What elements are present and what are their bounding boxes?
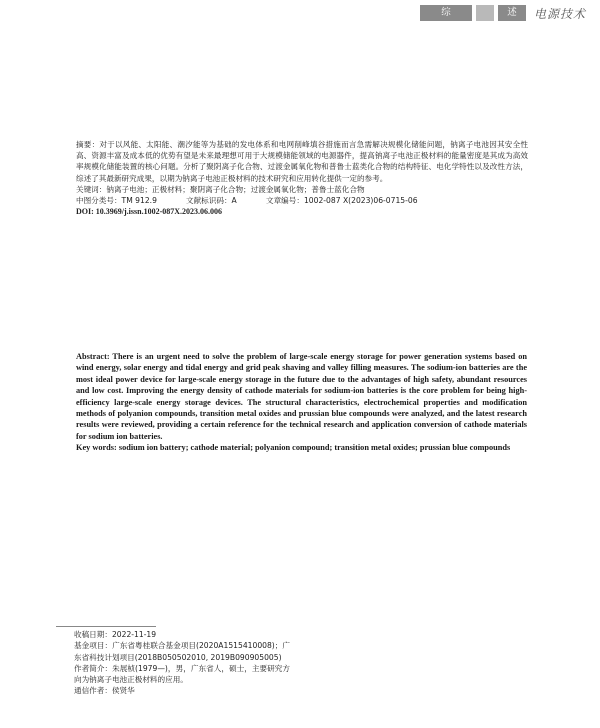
article-number: 文章编号：1002-087 X(2023)06-0715-06 <box>266 196 418 206</box>
chinese-abstract: 摘要：对于以风能、太阳能、潮汐能等为基础的发电体系和电网削峰填谷措施而言急需解决规模化储能问题，钠离子电池因其安全性高、资源丰富及成本低的优势有望是未来最理想可用于大规模储能领域的电源器件，提高钠离子电池正极材料的能量密度是其成为高效率规模化储能装置的核心问题。分析了聚阴离子化合物、过渡金属氧化物和普鲁士蓝类化合物的结构特征、电化学特性以及改性方法，综述了其最新研究成果，以期为钠离子电池正极材料的技术研究和应用转化提供一定的参考。 <box>76 140 528 183</box>
english-abstract-block <box>76 351 527 454</box>
author-info: 作者简介：朱展桢(1979—)，男，广东省人，硕士，主要研究方向为钠离子电池正极材料的应用。 <box>74 663 290 685</box>
english-abstract: Abstract: There is an urgent need to solve the problem of large-scale energy storage for power generation systems based on wind energy, solar energy and tidal energy and grid peak shaving and valley filling measures. The sodium-ion batteries are the most ideal power device for large-scale energy storage in the future due to the advantages of high safety, abundant resources and low cost. Improving the energy density of cathode materials for sodium-ion batteries is the core problem for being high-efficiency large-scale energy storage devices. The structural characteristics, electrochemical properties and modification methods of polyanion compounds, transition metal oxides and prussian blue compounds were analyzed, and the latest research results were reviewed, providing a certain reference for the technical research and application conversion of cathode materials for sodium ion batteries. <box>76 352 527 441</box>
received-date: 收稿日期：2022-11-19 <box>74 630 157 639</box>
journal-title: 电源技术 <box>533 6 586 21</box>
section-label-left: 综 <box>420 5 472 21</box>
english-keywords: Key words: sodium ion battery; cathode material; polyanion compound; transition metal oxides; prussian blue compounds <box>76 443 511 453</box>
chinese-keywords: 关键词：钠离子电池；正极材料；聚阴离子化合物；过渡金属氧化物；普鲁士蓝化合物 <box>76 184 365 194</box>
clc-number: 中图分类号：TM 912.9 <box>76 196 157 206</box>
classification-row <box>76 195 528 206</box>
journal-header <box>420 4 586 22</box>
document-code: 文献标识码：A <box>186 196 237 206</box>
section-label-right: 述 <box>498 5 526 21</box>
doi: DOI: 10.3969/j.issn.1002-087X.2023.06.006 <box>76 207 223 217</box>
chinese-abstract-block <box>76 139 528 217</box>
corresponding-author: 通信作者：侯贤华 <box>74 686 135 696</box>
fund-info: 基金项目：广东省粤桂联合基金项目(2020A1515410008)；广东省科技计划项目(2018B050502010, 2019B090905005) <box>74 641 290 662</box>
header-decoration <box>476 5 494 21</box>
footnote-rule <box>56 626 156 627</box>
footnote-block <box>56 629 290 697</box>
